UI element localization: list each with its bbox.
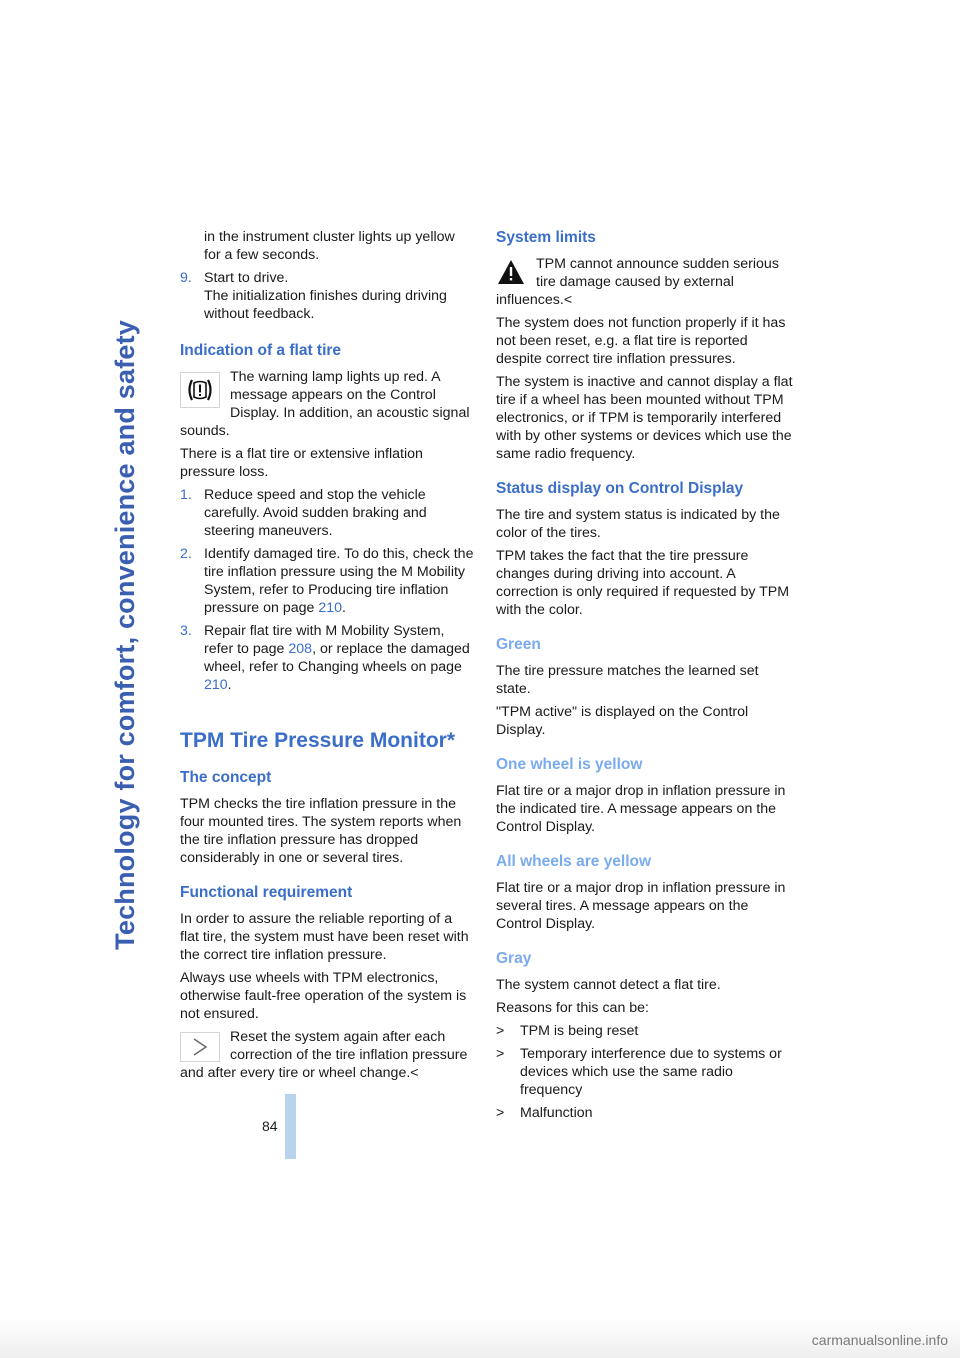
step-number: 2.: [180, 546, 192, 562]
system-limits-heading: System limits: [496, 229, 596, 246]
continued-text: in the instrument cluster lights up yellow for a few seconds.: [204, 229, 455, 263]
warning-triangle-icon: [496, 257, 526, 287]
concept-text: TPM checks the tire inflation pressure in the four mounted tires. The system reports when the tire inflation pressure has dropped considerably in one or several tires.: [180, 796, 462, 866]
flat-tire-heading: Indication of a flat tire: [180, 342, 342, 359]
functional-text: Always use wheels with TPM electronics, otherwise fault-free operation of the system is not ensured.: [180, 970, 467, 1022]
step-item: 3. Repair flat tire with M Mobility System, refer to page 208, or replace the damaged wheel, refer to Changing wheels on page 210.: [180, 623, 470, 693]
status-display-heading: Status display on Control Display: [496, 480, 744, 497]
bullet-mark: >: [496, 1046, 505, 1062]
step-item: [180, 269, 474, 323]
step-text: Start to drive.: [204, 270, 289, 286]
side-section-title-text: Technology for comfort, convenience and safety: [109, 320, 140, 950]
left-column: [180, 228, 474, 1087]
end-mark: <: [410, 1065, 419, 1081]
page-link[interactable]: 210: [318, 600, 343, 616]
list-item: > Temporary interference due to systems or devices which use the same radio frequency: [496, 1046, 782, 1098]
bullet-mark: >: [496, 1023, 505, 1039]
status-text: TPM takes the fact that the tire pressure changes during driving into account. A correction is only required if requested by TPM with the color.: [496, 548, 790, 618]
flat-tire-icon-text: The warning lamp lights up red. A message appears on the Control Display. In addition, an acoustic signal sounds.: [180, 369, 470, 439]
flat-tire-text: There is a flat tire or extensive inflation pressure loss.: [180, 446, 423, 480]
step-text: Identify damaged tire. To do this, check the tire inflation pressure using the M Mobility System, refer to Producing tire inflation pressure on page: [204, 546, 474, 616]
page-link[interactable]: 210: [204, 677, 228, 693]
watermark-text: carmanualsonline.info: [811, 1332, 948, 1348]
flat-tire-note: [180, 368, 474, 440]
step-item: [180, 486, 474, 540]
all-wheels-text: Flat tire or a major drop in inflation pressure in several tires. A message appears on the Control Display.: [496, 880, 786, 932]
concept-heading: The concept: [180, 769, 272, 786]
step-number: 3.: [180, 623, 192, 639]
status-text: The tire and system status is indicated by the color of the tires.: [496, 507, 780, 541]
list-item: > Malfunction: [496, 1105, 593, 1121]
end-mark: <: [563, 292, 573, 308]
bullet-mark: >: [496, 1105, 505, 1121]
limits-text: The system is inactive and cannot display a flat tire if a wheel has been mounted without TPM electronics, or if TPM is temporarily interfered with by other systems or devices which use the same radio frequency.: [496, 374, 793, 462]
page-link[interactable]: 208: [288, 641, 313, 657]
page-marker-bar: [285, 1094, 296, 1159]
one-wheel-yellow-heading: One wheel is yellow: [496, 756, 643, 773]
tpm-heading: TPM Tire Pressure Monitor*: [180, 729, 456, 752]
watermark-strip: [0, 1318, 960, 1358]
one-wheel-text: Flat tire or a major drop in inflation pressure in the indicated tire. A message appears on the Control Display.: [496, 783, 786, 835]
gray-text: The system cannot detect a flat tire.: [496, 977, 721, 993]
step-text: Reduce speed and stop the vehicle carefully. Avoid sudden braking and steering maneuvers.: [204, 487, 427, 539]
functional-text: In order to assure the reliable reporting of a flat tire, the system must have been reset with the correct tire inflation pressure.: [180, 911, 469, 963]
green-text: The tire pressure matches the learned set state.: [496, 663, 759, 697]
tire-warning-lamp-icon: [180, 372, 220, 408]
reset-note-text: Reset the system again after each correction of the tire inflation pressure and after every tire or wheel change.: [180, 1029, 468, 1081]
limits-warning-note: [496, 255, 794, 309]
green-heading: Green: [496, 636, 541, 653]
functional-requirement-heading: Functional requirement: [180, 884, 353, 901]
step-text: Repair flat tire with M Mobility System, refer to page: [204, 623, 445, 657]
right-column: [496, 228, 794, 1127]
green-text: "TPM active" is displayed on the Control Display.: [496, 704, 749, 738]
note-arrow-icon: [180, 1032, 220, 1062]
gray-heading: Gray: [496, 950, 532, 967]
limits-warning-text: TPM cannot announce sudden serious tire damage caused by external influences.: [496, 256, 779, 308]
step-number: 1.: [180, 487, 192, 503]
limits-text: The system does not function properly if it has not been reset, e.g. a flat tire is reported despite correct tire inflation pressures.: [496, 315, 786, 367]
step-number: 9.: [180, 270, 192, 286]
gray-text: Reasons for this can be:: [496, 1000, 649, 1016]
step-item: 2. Identify damaged tire. To do this, check the tire inflation pressure using the M Mobility System, refer to Producing tire inflation pressure on page 210.: [180, 546, 474, 616]
list-item: > TPM is being reset: [496, 1023, 639, 1039]
step-text-detail: The initialization finishes during driving without feedback.: [204, 288, 447, 322]
side-section-title: [94, 230, 156, 950]
all-wheels-yellow-heading: All wheels are yellow: [496, 853, 652, 870]
page-number: 84: [262, 1118, 278, 1134]
reset-note: [180, 1028, 474, 1082]
